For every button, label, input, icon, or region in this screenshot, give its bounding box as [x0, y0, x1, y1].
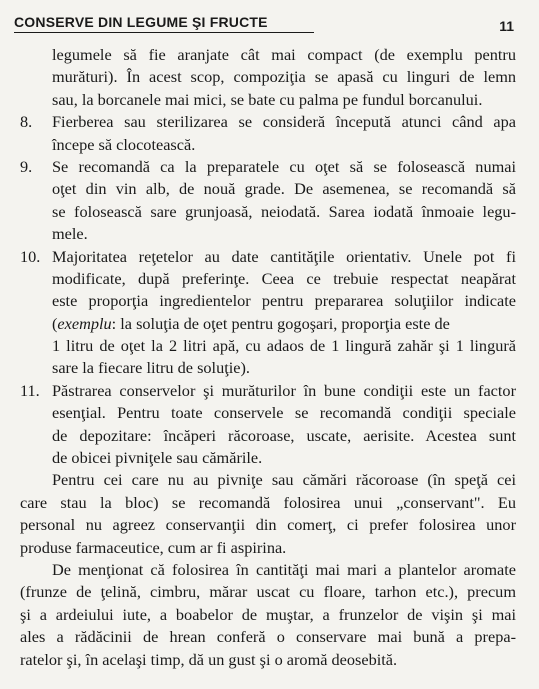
page-body	[0, 44, 539, 671]
text-line	[0, 514, 539, 536]
line-text: 1 litru de oţet la 2 litri apă, cu adaos de 1 lingură zahăr şi 1 lingură	[52, 336, 516, 356]
text-line	[0, 178, 539, 200]
text-line	[0, 290, 539, 312]
line-text: de depozitare: încăperi răcoroase, uscate, aerisite. Acestea sunt	[52, 425, 516, 445]
line-text: personal nu agreez conservanţii din comerţ, ci prefer folosirea unor	[20, 515, 516, 535]
list-number: 11.	[20, 380, 40, 400]
text-line	[0, 425, 539, 447]
line-text: De menţionat că folosirea în cantităţi mai mari a plantelor aromate	[52, 559, 516, 579]
text-line	[0, 402, 539, 424]
line-text: esenţial. Pentru toate conservele se recomandă condiţii speciale	[52, 403, 516, 423]
text-line	[0, 223, 539, 245]
text-line	[0, 604, 539, 626]
page-header	[14, 4, 514, 34]
text-line	[0, 44, 539, 66]
line-text: produse farmaceutice, cum ar fi aspirina.	[20, 537, 287, 557]
line-text: (exemplu: la soluţia de oţet pentru gogoşari, proporţia este de	[52, 313, 450, 333]
list-number: 9.	[20, 156, 33, 176]
text-line	[0, 66, 539, 88]
line-text: ratelor şi, în acelaşi timp, dă un gust şi o aromă deosebită.	[20, 649, 398, 669]
text-line	[0, 537, 539, 559]
line-text: este proporţia ingredientelor pentru prepararea soluţiilor indicate	[52, 291, 516, 311]
text-line	[0, 335, 539, 357]
text-line	[0, 380, 539, 402]
line-text: Se recomandă ca la preparatele cu oţet să se folosească numai	[52, 156, 516, 176]
text-line	[0, 469, 539, 491]
text-line	[0, 201, 539, 223]
text-line	[0, 559, 539, 581]
text-line	[0, 626, 539, 648]
text-line	[0, 447, 539, 469]
text-line	[0, 246, 539, 268]
text-line	[0, 268, 539, 290]
line-text: sau, la borcanele mai mici, se bate cu palma pe fundul borcanului.	[52, 89, 483, 109]
header-underline	[14, 32, 314, 33]
line-text: (frunze de ţelină, cimbru, mărar uscat cu floare, tarhon etc.), precum	[20, 582, 516, 602]
line-text: oţet din vin alb, de nouă grade. De asemenea, se recomandă să	[52, 179, 516, 199]
line-text: sare la fiecare litru de soluţie).	[52, 358, 250, 378]
text-line	[0, 156, 539, 178]
text-line	[0, 492, 539, 514]
line-text: care stau la bloc) se recomandă folosirea unui „conservant". Eu	[20, 492, 516, 512]
text-line	[0, 581, 539, 603]
chapter-title: CONSERVE DIN LEGUME ŞI FRUCTE	[14, 14, 268, 30]
line-text: începe să clocotească.	[52, 134, 196, 154]
line-text: şi a ardeiului iute, a boabelor de muştar, a frunzelor de vişin şi mai	[20, 604, 516, 624]
line-text: Pentru cei care nu au pivniţe sau cămări răcoroase (în speţă cei	[52, 470, 516, 490]
text-line	[0, 313, 539, 335]
line-text: modificate, după preferinţe. Ceea ce trebuie respectat neapărat	[52, 268, 516, 288]
line-text: Majoritatea reţetelor au date cantităţile orientativ. Unele pot fi	[52, 246, 516, 266]
list-number: 8.	[20, 112, 33, 132]
text-line	[0, 649, 539, 671]
line-text: Păstrarea conservelor şi murăturilor în bune condiţii este un factor	[52, 380, 516, 400]
text-line	[0, 111, 539, 133]
line-text: Fierberea sau sterilizarea se consideră începută atunci când apa	[52, 112, 516, 132]
text-line	[0, 357, 539, 379]
line-text: ales a rădăcinii de hrean conferă o conservare mai bună a prepa-	[20, 627, 516, 647]
line-text: de obicei pivniţele sau cămările.	[52, 448, 263, 468]
line-text: mele.	[52, 224, 88, 244]
text-line	[0, 134, 539, 156]
line-text: legumele să fie aranjate cât mai compact (de exemplu pentru	[52, 45, 516, 64]
text-line	[0, 89, 539, 111]
line-text: se folosească sare grunjoasă, neiodată. Sarea iodată înmoaie legu-	[52, 201, 516, 221]
list-number: 10.	[20, 246, 41, 266]
page-number: 11	[499, 18, 514, 34]
line-text: murături). În acest scop, compoziţia se apasă cu linguri de lemn	[52, 67, 516, 87]
